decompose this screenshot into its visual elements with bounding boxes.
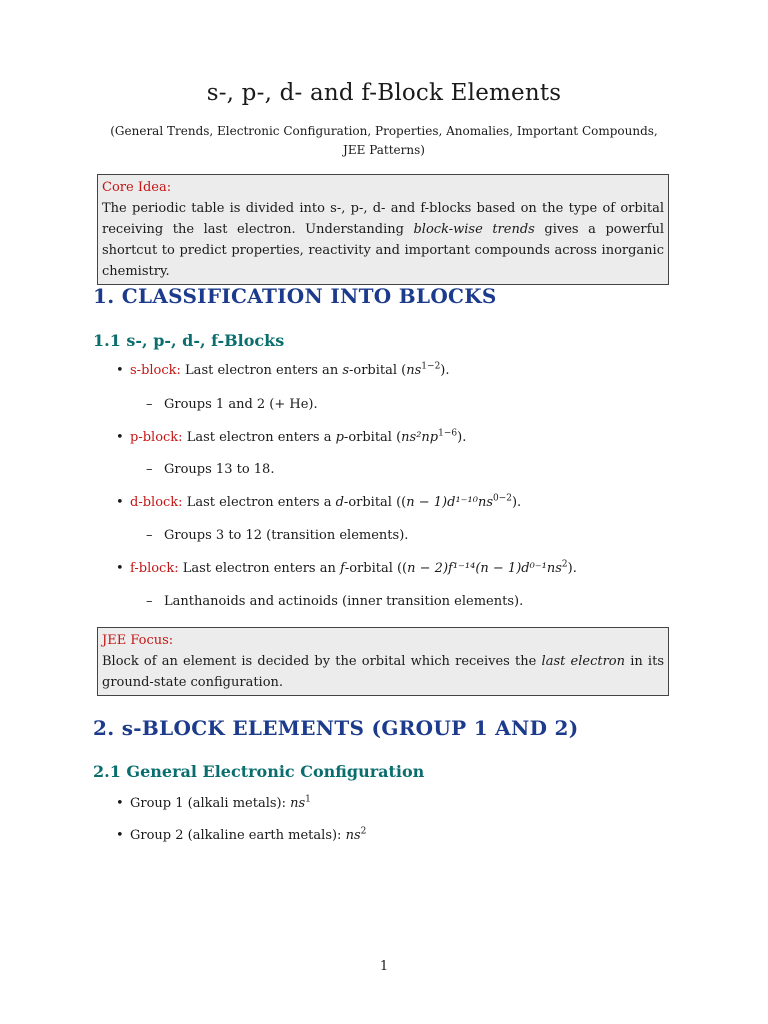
item-text: Last electron enters a	[182, 495, 336, 510]
sub-item-text: Groups 13 to 18.	[164, 462, 275, 477]
item-text: ).	[440, 363, 450, 378]
page-title: s-, p-, d- and f-Block Elements	[206, 80, 562, 106]
item-label: p-block:	[130, 430, 183, 445]
list-item-d-block	[116, 495, 521, 510]
sub-item-f-block	[146, 594, 523, 609]
item-text: -orbital ((	[344, 561, 408, 576]
item-superscript: 2	[360, 826, 367, 837]
item-config: ns	[290, 796, 306, 811]
page-subtitle: (General Trends, Electronic Configuration, Properties, Anomalies, Important Compounds, JEE Patterns)	[110, 124, 658, 157]
list-item-group-2	[116, 828, 366, 843]
sub-item-s-block	[146, 397, 318, 412]
item-label: f-block:	[130, 561, 179, 576]
item-config: ns	[406, 363, 422, 378]
item-superscript: 2	[561, 559, 568, 570]
core-idea-text-a: The periodic table is divided into s-, p-, d- and f-blocks based on the type of orbital receiving the last electron. Understanding	[102, 201, 664, 237]
item-text: -orbital (	[349, 363, 407, 378]
jee-focus-text-b: in its ground-state configuration.	[102, 654, 664, 690]
core-idea-text	[102, 198, 664, 282]
item-config: ns	[345, 828, 361, 843]
core-idea-box	[97, 174, 669, 285]
dash: –	[146, 528, 153, 543]
item-text: ).	[567, 561, 577, 576]
dash: –	[146, 462, 153, 477]
item-superscript: 0−2	[492, 493, 512, 504]
subsection-2-1-heading: 2.1 General Electronic Configuration	[93, 762, 425, 781]
item-text: Group 1 (alkali metals):	[130, 796, 291, 811]
item-text: ).	[457, 430, 467, 445]
bullet: •	[116, 796, 124, 811]
page-number: 1	[379, 959, 389, 974]
item-text: Last electron enters an	[178, 561, 340, 576]
item-orbital: s	[342, 363, 349, 378]
item-orbital: f	[340, 561, 345, 576]
bullet: •	[116, 561, 124, 576]
core-idea-text-b: gives a powerful shortcut to predict properties, reactivity and important compounds across inorganic chemistry.	[102, 222, 664, 279]
core-idea-title: Core Idea:	[102, 180, 172, 195]
jee-focus-text	[102, 651, 664, 693]
subsection-1-1-heading: 1.1 s-, p-, d-, f-Blocks	[93, 331, 285, 350]
item-orbital: p	[335, 430, 344, 445]
item-text: Group 2 (alkaline earth metals):	[130, 828, 346, 843]
item-text: Last electron enters an	[180, 363, 343, 378]
jee-focus-title: JEE Focus:	[102, 633, 174, 648]
item-config: ns²np	[401, 430, 439, 445]
item-text: -orbital ((	[343, 495, 407, 510]
section-2-heading: 2. s-BLOCK ELEMENTS (GROUP 1 AND 2)	[93, 716, 579, 740]
item-label: s-block:	[130, 363, 181, 378]
jee-focus-box	[97, 627, 669, 696]
item-text: -orbital (	[343, 430, 402, 445]
dash: –	[146, 397, 153, 412]
list-item-p-block	[116, 430, 466, 445]
list-item-f-block	[116, 561, 577, 576]
jee-focus-text-a: Block of an element is decided by the orbital which receives the	[102, 654, 542, 669]
item-config: n − 2)f¹⁻¹⁴(n − 1)d⁰⁻¹ns	[407, 561, 562, 576]
item-superscript: 1	[305, 794, 311, 805]
sub-item-text: Groups 1 and 2 (+ He).	[164, 397, 318, 412]
item-text: Last electron enters a	[182, 430, 336, 445]
sub-item-d-block	[146, 528, 408, 543]
core-idea-emphasis: block-wise trends	[413, 222, 535, 237]
bullet: •	[116, 363, 124, 378]
dash: –	[146, 594, 153, 609]
bullet: •	[116, 495, 124, 510]
list-item-s-block	[116, 363, 450, 378]
item-label: d-block:	[130, 495, 183, 510]
section-1-heading: 1. CLASSIFICATION INTO BLOCKS	[93, 284, 497, 308]
item-superscript: 1−2	[421, 361, 441, 372]
jee-focus-emphasis: last electron	[541, 654, 626, 669]
bullet: •	[116, 828, 124, 843]
sub-item-text: Groups 3 to 12 (transition elements).	[164, 528, 409, 543]
list-item-group-1	[116, 796, 311, 811]
item-config: n − 1)d¹⁻¹⁰ns	[406, 495, 493, 510]
item-text: ).	[511, 495, 522, 510]
item-orbital: d	[335, 495, 344, 510]
item-superscript: 1−6	[438, 428, 458, 439]
bullet: •	[116, 430, 124, 445]
sub-item-p-block	[146, 462, 274, 477]
sub-item-text: Lanthanoids and actinoids (inner transition elements).	[164, 594, 524, 609]
